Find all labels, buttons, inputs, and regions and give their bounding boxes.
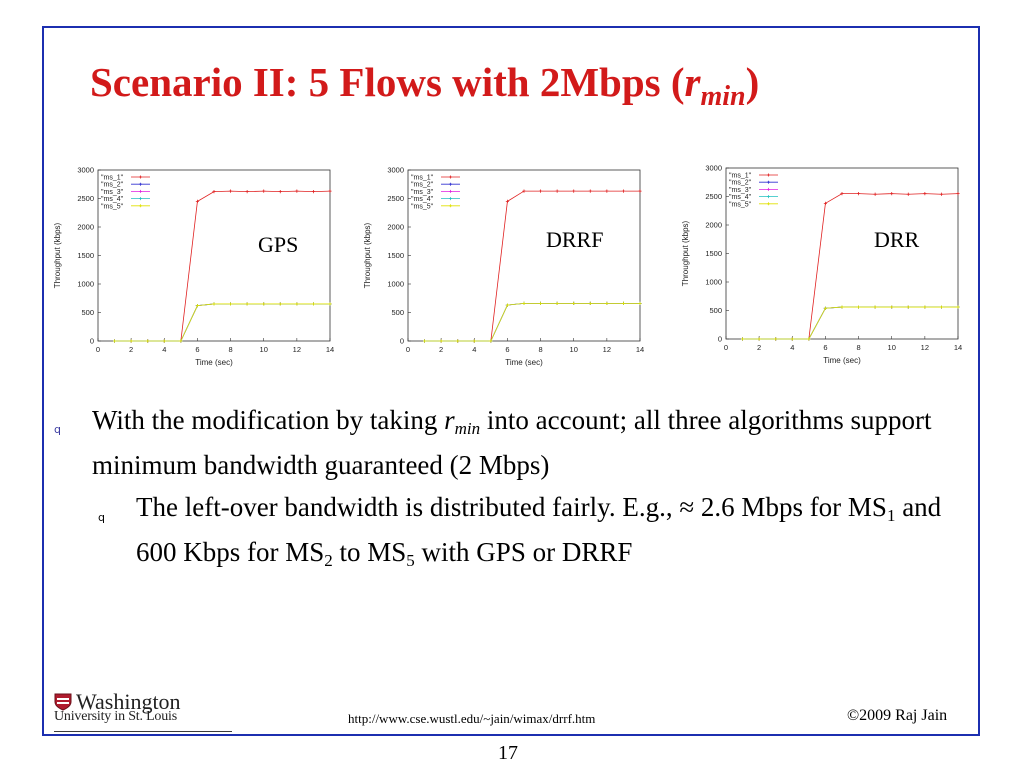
y-tick-label: 2500 (705, 192, 722, 201)
university-logo (54, 691, 254, 735)
page-number: 17 (498, 742, 518, 764)
title-suffix: ) (745, 59, 760, 105)
x-tick-label: 4 (472, 345, 477, 354)
x-tick-label: 10 (569, 345, 578, 354)
x-tick-label: 0 (95, 345, 101, 354)
bullet-2-sub2: 2 (324, 551, 333, 570)
title-sub: min (700, 81, 746, 112)
legend-label: "ms_3" (411, 188, 434, 196)
bullet-marker-icon: q (54, 423, 61, 436)
chart-drr (680, 158, 965, 370)
x-tick-label: 12 (292, 345, 302, 354)
bullet-2-sub3: 5 (406, 551, 415, 570)
bullet-1-text-b: into account; all three algorithms support minimum bandwidth guaranteed (2 Mbps) (92, 405, 932, 480)
logo-line-2: University in St. Louis (54, 709, 177, 724)
y-tick-label: 0 (399, 336, 404, 346)
legend-label: "ms_3" (101, 188, 124, 196)
bullet-marker-icon: q (98, 511, 105, 524)
legend-label: "ms_5" (411, 203, 434, 211)
x-tick-label: 2 (757, 343, 762, 352)
x-tick-label: 10 (259, 345, 268, 354)
x-tick-label: 4 (162, 345, 167, 354)
legend-label: "ms_1" (729, 172, 752, 180)
legend-label: "ms_2" (411, 181, 434, 189)
x-tick-label: 0 (405, 345, 411, 354)
chart-label-drrf: DRRF (546, 227, 604, 252)
y-tick-label: 3000 (387, 165, 404, 175)
footer-url: http://www.cse.wustl.edu/~jain/wimax/drrf.htm (348, 711, 596, 726)
legend-label: "ms_5" (729, 201, 752, 209)
y-tick-label: 3000 (77, 165, 94, 175)
y-tick-label: 2000 (387, 222, 404, 232)
y-tick-label: 2500 (77, 194, 94, 203)
x-tick-label: 8 (228, 345, 233, 354)
y-tick-label: 500 (391, 308, 404, 317)
bullet-1-text-a: With the modification by taking (92, 405, 445, 435)
y-tick-label: 2000 (77, 222, 94, 232)
x-tick-label: 0 (723, 343, 729, 352)
bullet-list (54, 402, 954, 579)
bullet-2-text-a: The left-over bandwidth is distributed fairly. E.g., ≈ 2.6 Mbps for MS (136, 492, 887, 522)
x-tick-label: 12 (602, 345, 612, 354)
legend-label: "ms_1" (101, 174, 124, 182)
bullet-2 (98, 489, 954, 579)
footer-copyright: ©2009 Raj Jain (847, 707, 948, 724)
x-tick-label: 6 (195, 345, 200, 354)
y-axis-label: Throughput (kbps) (681, 220, 690, 287)
legend-label: "ms_4" (411, 196, 434, 204)
x-tick-label: 6 (505, 345, 510, 354)
y-axis-label: Throughput (kbps) (53, 222, 62, 289)
legend-label: "ms_4" (729, 194, 752, 202)
y-tick-label: 1500 (387, 251, 404, 260)
legend-label: "ms_2" (729, 179, 752, 187)
y-tick-label: 1500 (77, 251, 94, 260)
legend-label: "ms_1" (411, 174, 434, 182)
x-tick-label: 6 (823, 343, 828, 352)
y-axis-label: Throughput (kbps) (363, 222, 372, 289)
bullet-1-r: r (444, 405, 455, 435)
y-tick-label: 0 (717, 334, 722, 344)
chart-label-gps: GPS (258, 232, 299, 257)
y-tick-label: 3000 (705, 163, 722, 173)
x-tick-label: 14 (325, 345, 335, 354)
x-axis-label: Time (sec) (505, 358, 543, 367)
x-tick-label: 8 (856, 343, 861, 352)
legend-label: "ms_5" (101, 203, 124, 211)
x-tick-label: 12 (920, 343, 930, 352)
x-tick-label: 14 (635, 345, 645, 354)
logo-underline (54, 731, 232, 732)
x-tick-label: 2 (129, 345, 134, 354)
bullet-2-text-d: with GPS or DRRF (414, 537, 633, 567)
bullet-2-text-c: to MS (332, 537, 407, 567)
y-tick-label: 1000 (705, 277, 722, 287)
bullet-2-sub1: 1 (886, 506, 896, 525)
x-axis-label: Time (sec) (195, 358, 233, 367)
title-prefix: Scenario II: 5 Flows with 2Mbps ( (90, 59, 685, 105)
bullet-2-text-b: and 600 Kbps for MS (136, 492, 942, 567)
logo-line-1: Washington (76, 689, 181, 714)
y-tick-label: 2000 (705, 220, 722, 230)
legend-label: "ms_4" (101, 196, 124, 204)
bullet-1 (54, 402, 954, 483)
title-r: r (684, 59, 701, 105)
x-axis-label: Time (sec) (823, 356, 861, 365)
x-tick-label: 2 (439, 345, 444, 354)
plot-area (408, 170, 640, 341)
slide-title (90, 58, 950, 113)
y-tick-label: 0 (89, 336, 94, 346)
y-tick-label: 500 (709, 306, 722, 315)
x-tick-label: 14 (953, 343, 963, 352)
y-tick-label: 500 (81, 308, 94, 317)
y-tick-label: 1500 (705, 249, 722, 258)
x-tick-label: 10 (887, 343, 896, 352)
chart-drrf (362, 160, 652, 372)
bullet-1-sub: min (454, 419, 481, 438)
chart-label-drr: DRR (874, 227, 920, 252)
slide-frame (42, 26, 980, 736)
y-tick-label: 1000 (387, 279, 404, 289)
legend-label: "ms_3" (729, 186, 752, 194)
y-tick-label: 2500 (387, 194, 404, 203)
legend-label: "ms_2" (101, 181, 124, 189)
x-tick-label: 4 (790, 343, 795, 352)
chart-gps (52, 160, 342, 372)
y-tick-label: 1000 (77, 279, 94, 289)
x-tick-label: 8 (538, 345, 543, 354)
